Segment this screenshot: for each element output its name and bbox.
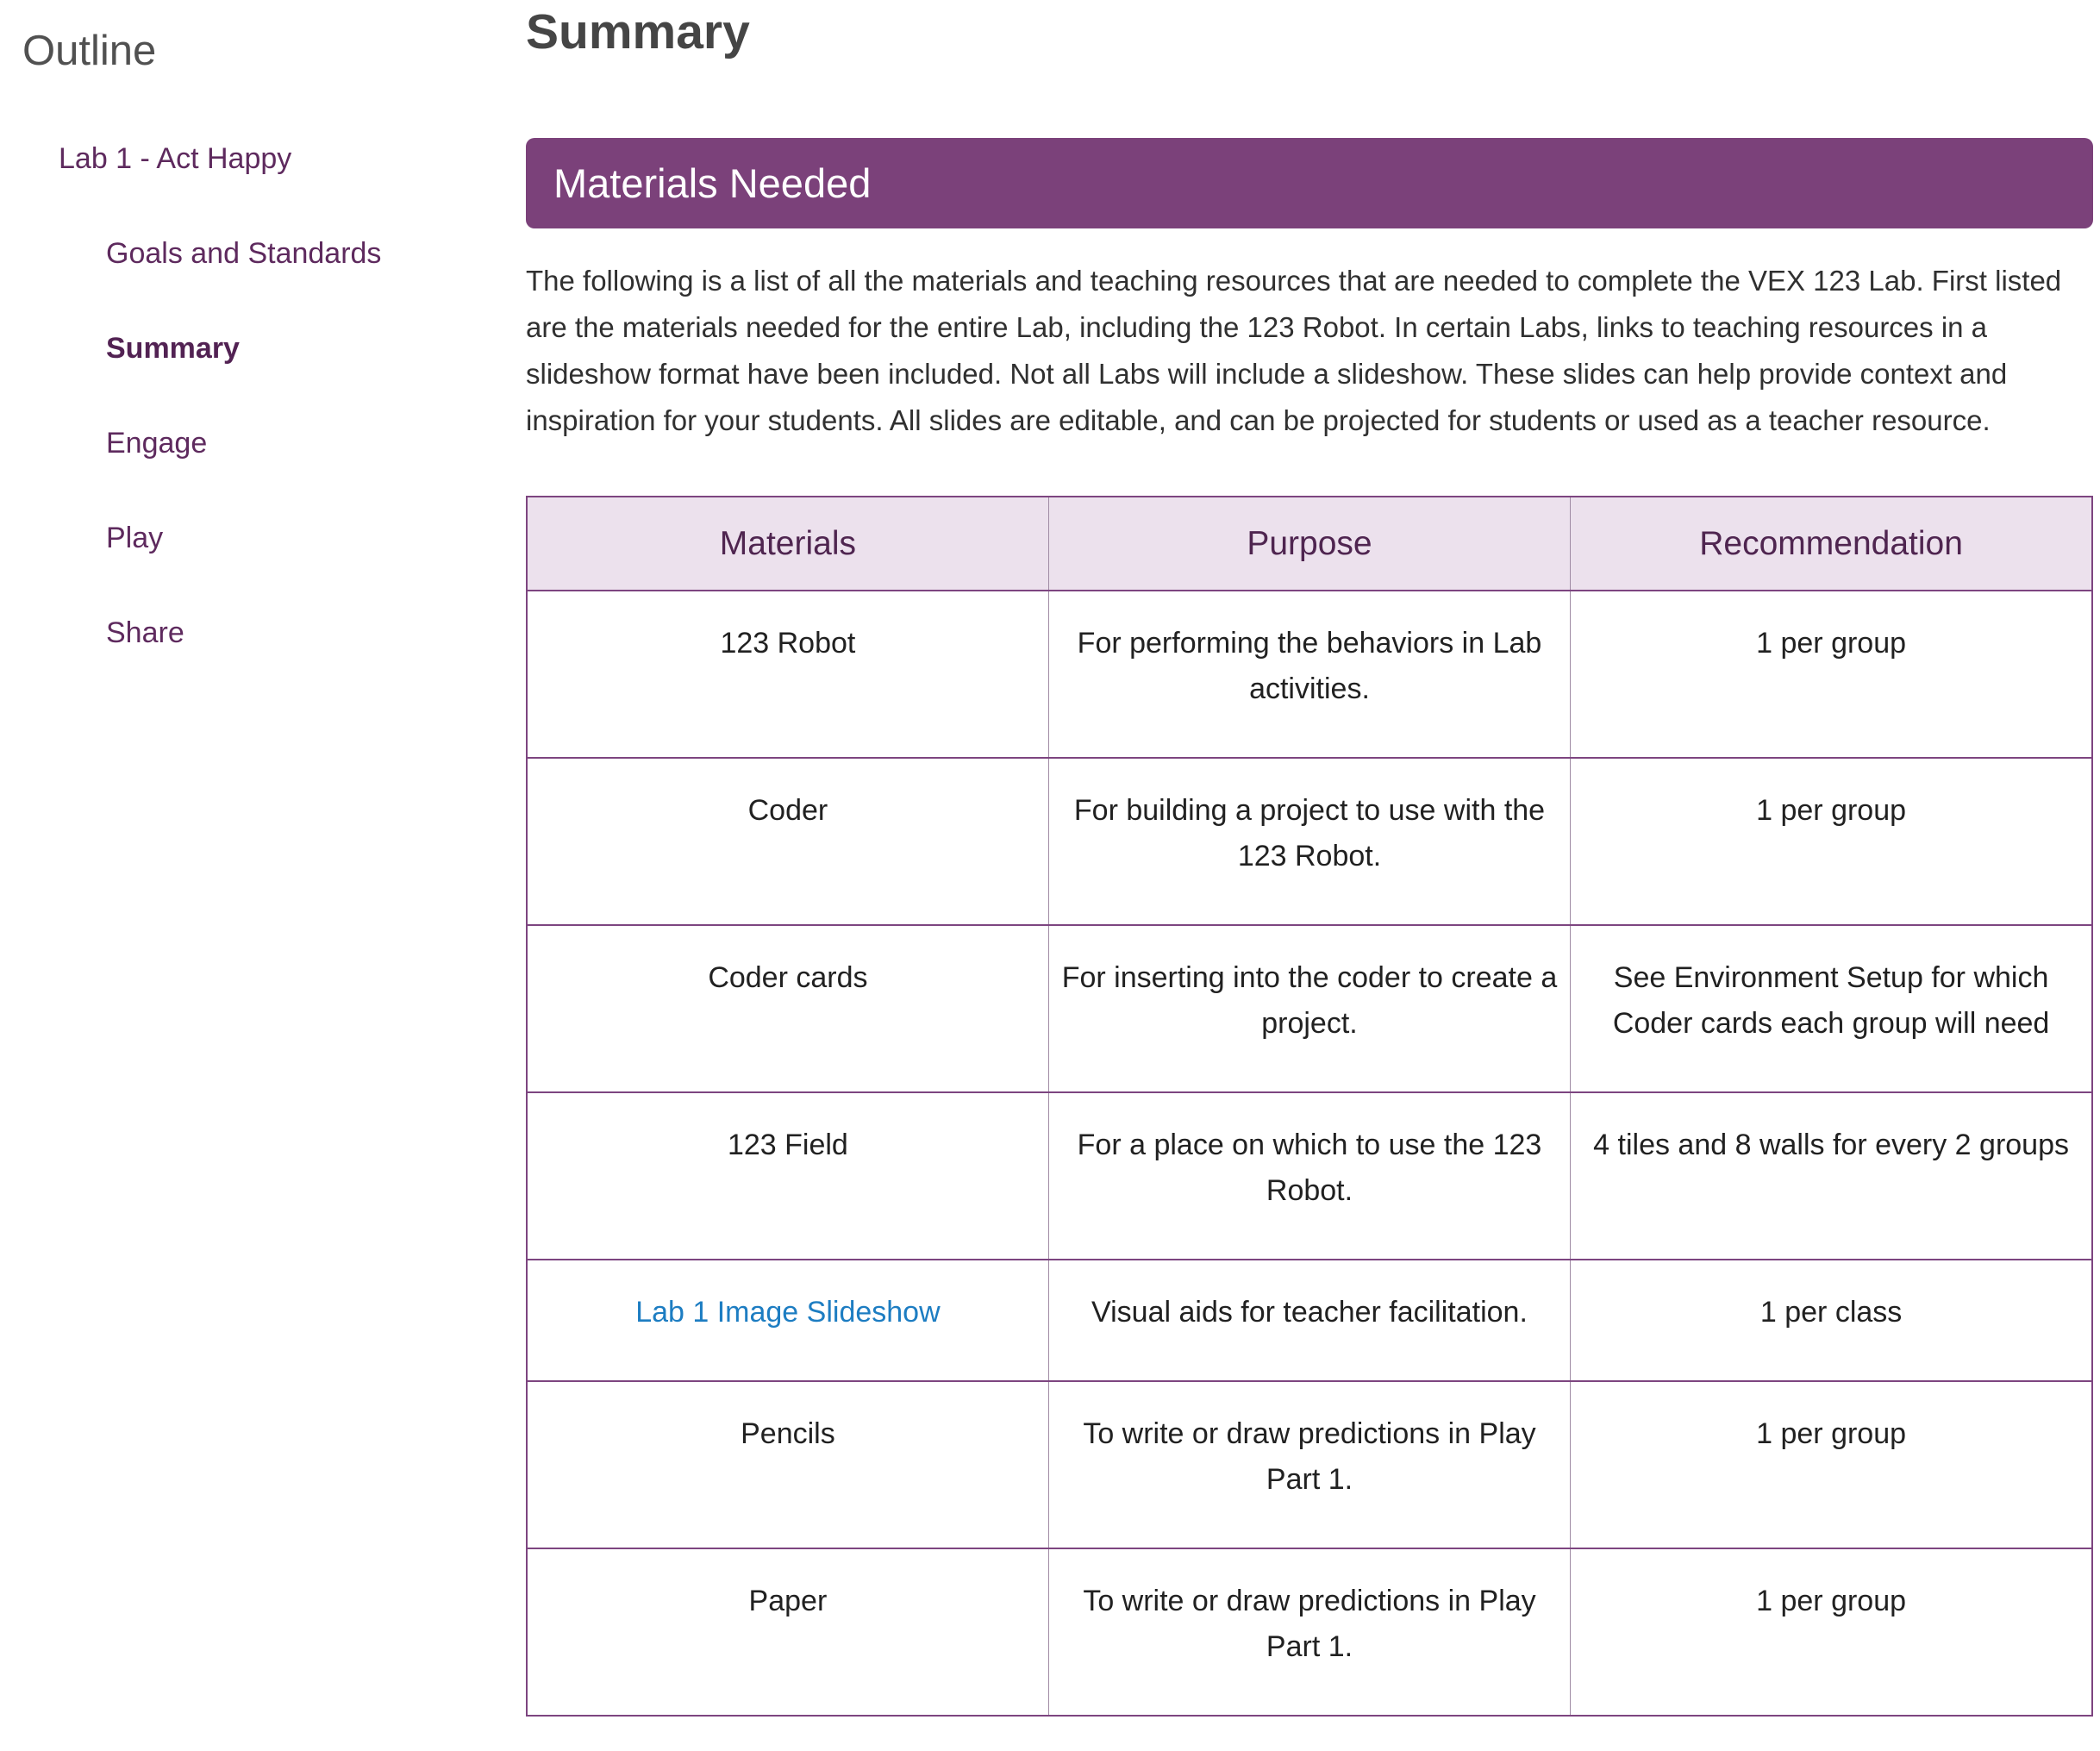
sidebar-title: Outline bbox=[22, 28, 157, 74]
purpose-cell: Visual aids for teacher facilitation. bbox=[1048, 1260, 1570, 1381]
recommendation-cell: 1 per group bbox=[1571, 1381, 2092, 1548]
recommendation-cell: 1 per group bbox=[1571, 1548, 2092, 1716]
table-row bbox=[527, 1092, 2092, 1260]
purpose-cell: To write or draw predictions in Play Part 1. bbox=[1048, 1381, 1570, 1548]
sidebar-item-lab-1-act-happy[interactable]: Lab 1 - Act Happy bbox=[59, 142, 292, 175]
main-content bbox=[526, 0, 2100, 1751]
material-cell: Pencils bbox=[527, 1381, 1048, 1548]
column-header-recommendation: Recommendation bbox=[1571, 497, 2092, 591]
table-row bbox=[527, 1260, 2092, 1381]
recommendation-cell: See Environment Setup for which Coder cards each group will need bbox=[1571, 925, 2092, 1092]
table-row bbox=[527, 925, 2092, 1092]
column-header-materials: Materials bbox=[527, 497, 1048, 591]
outline-list bbox=[22, 140, 526, 652]
outline-sidebar bbox=[0, 0, 526, 1751]
table-row bbox=[527, 758, 2092, 925]
materials-table bbox=[526, 496, 2093, 1717]
table-row bbox=[527, 1381, 2092, 1548]
table-header-row bbox=[527, 497, 2092, 591]
section-banner bbox=[526, 138, 2093, 228]
material-cell: 123 Field bbox=[527, 1092, 1048, 1260]
purpose-cell: For a place on which to use the 123 Robot. bbox=[1048, 1092, 1570, 1260]
material-cell: 123 Robot bbox=[527, 591, 1048, 758]
sidebar-item-summary[interactable]: Summary bbox=[106, 332, 240, 365]
purpose-cell: To write or draw predictions in Play Part 1. bbox=[1048, 1548, 1570, 1716]
table-row bbox=[527, 1548, 2092, 1716]
recommendation-cell: 1 per class bbox=[1571, 1260, 2092, 1381]
recommendation-cell: 1 per group bbox=[1571, 758, 2092, 925]
purpose-cell: For performing the behaviors in Lab activities. bbox=[1048, 591, 1570, 758]
slideshow-link[interactable]: Lab 1 Image Slideshow bbox=[635, 1296, 941, 1329]
column-header-purpose: Purpose bbox=[1048, 497, 1570, 591]
table-body bbox=[527, 591, 2092, 1716]
sidebar-item-share[interactable]: Share bbox=[106, 616, 184, 649]
table-row bbox=[527, 591, 2092, 758]
material-cell: Coder cards bbox=[527, 925, 1048, 1092]
sidebar-item-play[interactable]: Play bbox=[106, 522, 164, 554]
recommendation-cell: 1 per group bbox=[1571, 591, 2092, 758]
sidebar-item-engage[interactable]: Engage bbox=[106, 427, 208, 460]
purpose-cell: For building a project to use with the 123 Robot. bbox=[1048, 758, 1570, 925]
purpose-cell: For inserting into the coder to create a project. bbox=[1048, 925, 1570, 1092]
page-title: Summary bbox=[526, 4, 750, 59]
outline-nav bbox=[22, 140, 526, 652]
material-cell: Coder bbox=[527, 758, 1048, 925]
sidebar-item-goals-and-standards[interactable]: Goals and Standards bbox=[106, 237, 382, 270]
material-cell: Paper bbox=[527, 1548, 1048, 1716]
intro-paragraph: The following is a list of all the materials and teaching resources that are needed to complete the VEX 123 Lab. First listed are the materials needed for the entire Lab, including the 123 Robot. In certain Labs, links to teaching resources in a slideshow format have been included. Not all Labs will include a slideshow. These slides can help provide context and inspiration for your students. All slides are editable, and can be projected for students or used as a teacher resource. bbox=[526, 265, 2062, 436]
section-banner-label: Materials Needed bbox=[553, 160, 872, 206]
material-cell bbox=[527, 1260, 1048, 1381]
recommendation-cell: 4 tiles and 8 walls for every 2 groups bbox=[1571, 1092, 2092, 1260]
